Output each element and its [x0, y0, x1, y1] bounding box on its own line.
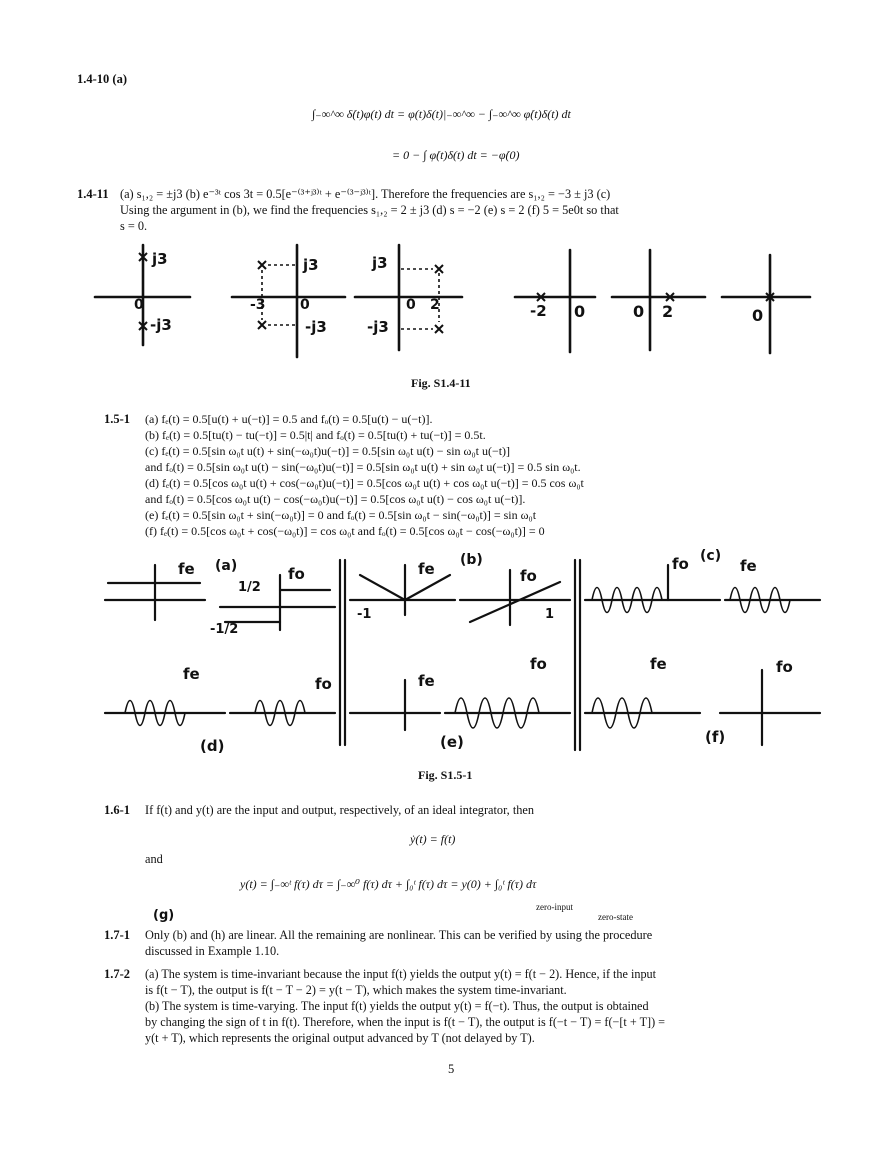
fig-s1-5-1-label-f: (f)	[705, 728, 726, 746]
text-1-7-1-line-1: Only (b) and (h) are linear. All the remaining are nonlinear. This can be verified by using the procedure	[145, 928, 653, 942]
label-zero-state: zero-state	[598, 912, 633, 922]
fig-s1-4-11-label-4: j3	[303, 256, 319, 274]
problem-label-1-4-10: 1.4-10 (a)	[77, 72, 127, 86]
fig-s1-4-11-label-16: 0	[752, 306, 764, 325]
text-1-4-11-line-1: (a) s₁,₂ = ±j3 (b) e⁻³ᵗ cos 3t = 0.5[e⁻⁽³⁺ʲ³⁾ᵗ + e⁻⁽³⁻ʲ³⁾ᵗ]. Therefore the frequencies are s₁,₂ = −3 ± j3 (c)	[120, 187, 611, 201]
fig-s1-5-1-label-a: (a)	[215, 558, 238, 574]
text-1-7-2-line-1: (a) The system is time-invariant because the input f(t) yields the output y(t) = f(t − 2). Hence, if the input	[145, 967, 657, 981]
fig-s1-4-11-label-3: 0	[134, 297, 144, 313]
equation-1-6-1-2: y(t) = ∫₋∞ᵗ f(τ) dτ = ∫₋∞⁰ f(τ) dτ + ∫₀ᵗ f(τ) dτ = y(0) + ∫₀ᵗ f(τ) dτ	[240, 877, 537, 891]
fig-s1-5-1-neg-one-b: -1	[357, 607, 372, 622]
fig-s1-5-1-label-c: (c)	[700, 548, 722, 564]
fig-s1-4-11-label-7: -j3	[305, 318, 327, 336]
fig-s1-5-1-half-a: 1/2	[238, 580, 261, 595]
text-1-5-1-line-6: and fₒ(t) = 0.5[cos ω₀t u(t) − cos(−ω₀t)u(−t)] = 0.5[cos ω₀t u(t) − cos ω₀t u(−t)].	[145, 492, 526, 506]
figure-caption-s1-5-1: Fig. S1.5-1	[418, 768, 473, 782]
fig-s1-5-1-fo-e: fo	[530, 655, 547, 673]
fig-s1-5-1-fo-c: fo	[672, 555, 689, 573]
equation-1-4-10-line-2: = 0 − ∫ φ̇(t)δ(t) dt = −φ̇(0)	[392, 148, 520, 162]
text-1-6-1-and: and	[145, 852, 163, 866]
fig-s1-5-1-fe-a: fe	[178, 560, 195, 578]
fig-s1-5-1-fo-a: fo	[288, 565, 305, 583]
text-1-7-2-line-5: y(t + T), which represents the original output advanced by T (not delayed by T).	[145, 1031, 535, 1045]
handwritten-g: (g)	[153, 908, 175, 923]
label-zero-input: zero-input	[536, 902, 573, 912]
text-1-5-1-line-5: (d) fₑ(t) = 0.5[cos ω₀t u(t) + cos(−ω₀t)u(−t)] = 0.5[cos ω₀t u(t) + cos ω₀t u(−t)] = 0.5 cos ω₀t	[145, 476, 584, 490]
problem-label-1-6-1: 1.6-1	[104, 803, 131, 817]
problem-label-1-7-2: 1.7-2	[104, 967, 131, 981]
text-1-7-1-line-2: discussed in Example 1.10.	[145, 944, 280, 958]
fig-s1-4-11-label-13: 0	[574, 302, 586, 321]
text-1-7-2-line-3: (b) The system is time-varying. The input f(t) yields the output y(t) = f(−t). Thus, the output is obtained	[145, 999, 649, 1013]
fig-s1-4-11-label-8: j3	[372, 254, 388, 272]
text-1-5-1-line-4: and fₒ(t) = 0.5[sin ω₀t u(t) − sin(−ω₀t)u(−t)] = 0.5[sin ω₀t u(t) + sin ω₀t u(−t)] = 0.5 sin ω₀t.	[145, 460, 581, 474]
fig-s1-4-11-label-15: 2	[662, 302, 674, 321]
text-1-5-1-line-8: (f) fₑ(t) = 0.5[cos ω₀t + cos(−ω₀t)] = cos ω₀t and fₒ(t) = 0.5[cos ω₀t − cos(−ω₀t)] = 0	[145, 524, 545, 538]
text-1-5-1-line-3: (c) fₑ(t) = 0.5[sin ω₀t u(t) + sin(−ω₀t)u(−t)] = 0.5[sin ω₀t u(t) − sin ω₀t u(−t)]	[145, 444, 511, 458]
problem-label-1-4-11: 1.4-11	[77, 187, 109, 201]
text-1-7-2-line-4: by changing the sign of t in f(t). Therefore, when the input is f(t − T), the output is f(−t − T) = f(−[t + T]) =	[145, 1015, 666, 1029]
fig-s1-5-1-label-d: (d)	[200, 737, 225, 755]
equation-1-6-1-1: ẏ(t) = f(t)	[410, 832, 456, 846]
fig-s1-5-1-fe-c: fe	[740, 557, 757, 575]
fig-s1-5-1-fe-e: fe	[418, 672, 435, 690]
fig-s1-4-11-label-6: 0	[300, 297, 310, 313]
fig-s1-5-1-one-b: 1	[545, 607, 555, 622]
fig-s1-5-1-label-e: (e)	[440, 733, 464, 751]
fig-s1-5-1-fe-d: fe	[183, 665, 200, 683]
fig-s1-5-1-fe-b: fe	[418, 560, 435, 578]
fig-s1-4-11-label-12: -2	[530, 302, 547, 320]
fig-s1-4-11-label-1: j3	[152, 250, 168, 268]
text-1-6-1-line-1: If f(t) and y(t) are the input and output, respectively, of an ideal integrator, then	[145, 803, 534, 817]
fig-s1-4-11-label-2: -j3	[150, 316, 172, 334]
fig-s1-5-1-fe-e2: fe	[650, 655, 667, 673]
fig-s1-4-11-label-5: -3	[250, 297, 266, 313]
text-1-5-1-line-2: (b) fₑ(t) = 0.5[tu(t) − tu(−t)] = 0.5|t| and fₒ(t) = 0.5[tu(t) + tu(−t)] = 0.5t.	[145, 428, 486, 442]
fig-s1-5-1-fo-d: fo	[315, 675, 332, 693]
text-1-7-2-line-2: is f(t − T), the output is f(t − T − 2) = y(t − T), which makes the system time-invariant.	[145, 983, 567, 997]
fig-s1-4-11-label-11: -j3	[367, 318, 389, 336]
fig-s1-4-11-label-9: 0	[406, 297, 416, 313]
problem-label-1-5-1: 1.5-1	[104, 412, 131, 426]
page-number: 5	[448, 1062, 455, 1076]
fig-s1-5-1-fo-f: fo	[776, 658, 793, 676]
text-1-4-11-line-2: Using the argument in (b), we find the frequencies s₁,₂ = 2 ± j3 (d) s = −2 (e) s = 2 (f) 5 = 5e0t so that	[120, 203, 619, 217]
text-1-5-1-line-1: (a) fₑ(t) = 0.5[u(t) + u(−t)] = 0.5 and fₒ(t) = 0.5[u(t) − u(−t)].	[145, 412, 433, 426]
fig-s1-4-11-label-14: 0	[633, 302, 645, 321]
text-1-5-1-line-7: (e) fₑ(t) = 0.5[sin ω₀t + sin(−ω₀t)] = 0 and fₒ(t) = 0.5[sin ω₀t − sin(−ω₀t)] = sin ω₀t	[145, 508, 537, 522]
figure-caption-s1-4-11: Fig. S1.4-11	[411, 376, 471, 390]
fig-s1-4-11-label-10: 2	[430, 297, 440, 313]
fig-s1-5-1-fo-b: fo	[520, 567, 537, 585]
equation-1-4-10-line-1: ∫₋∞^∞ δ̇(t)φ(t) dt = φ(t)δ(t)|₋∞^∞ − ∫₋∞^∞ φ̇(t)δ(t) dt	[312, 107, 571, 121]
text-1-4-11-line-3: s = 0.	[120, 219, 148, 233]
fig-s1-5-1-neg-half-a: -1/2	[210, 622, 239, 637]
problem-label-1-7-1: 1.7-1	[104, 928, 131, 942]
fig-s1-5-1-label-b: (b)	[460, 552, 483, 568]
